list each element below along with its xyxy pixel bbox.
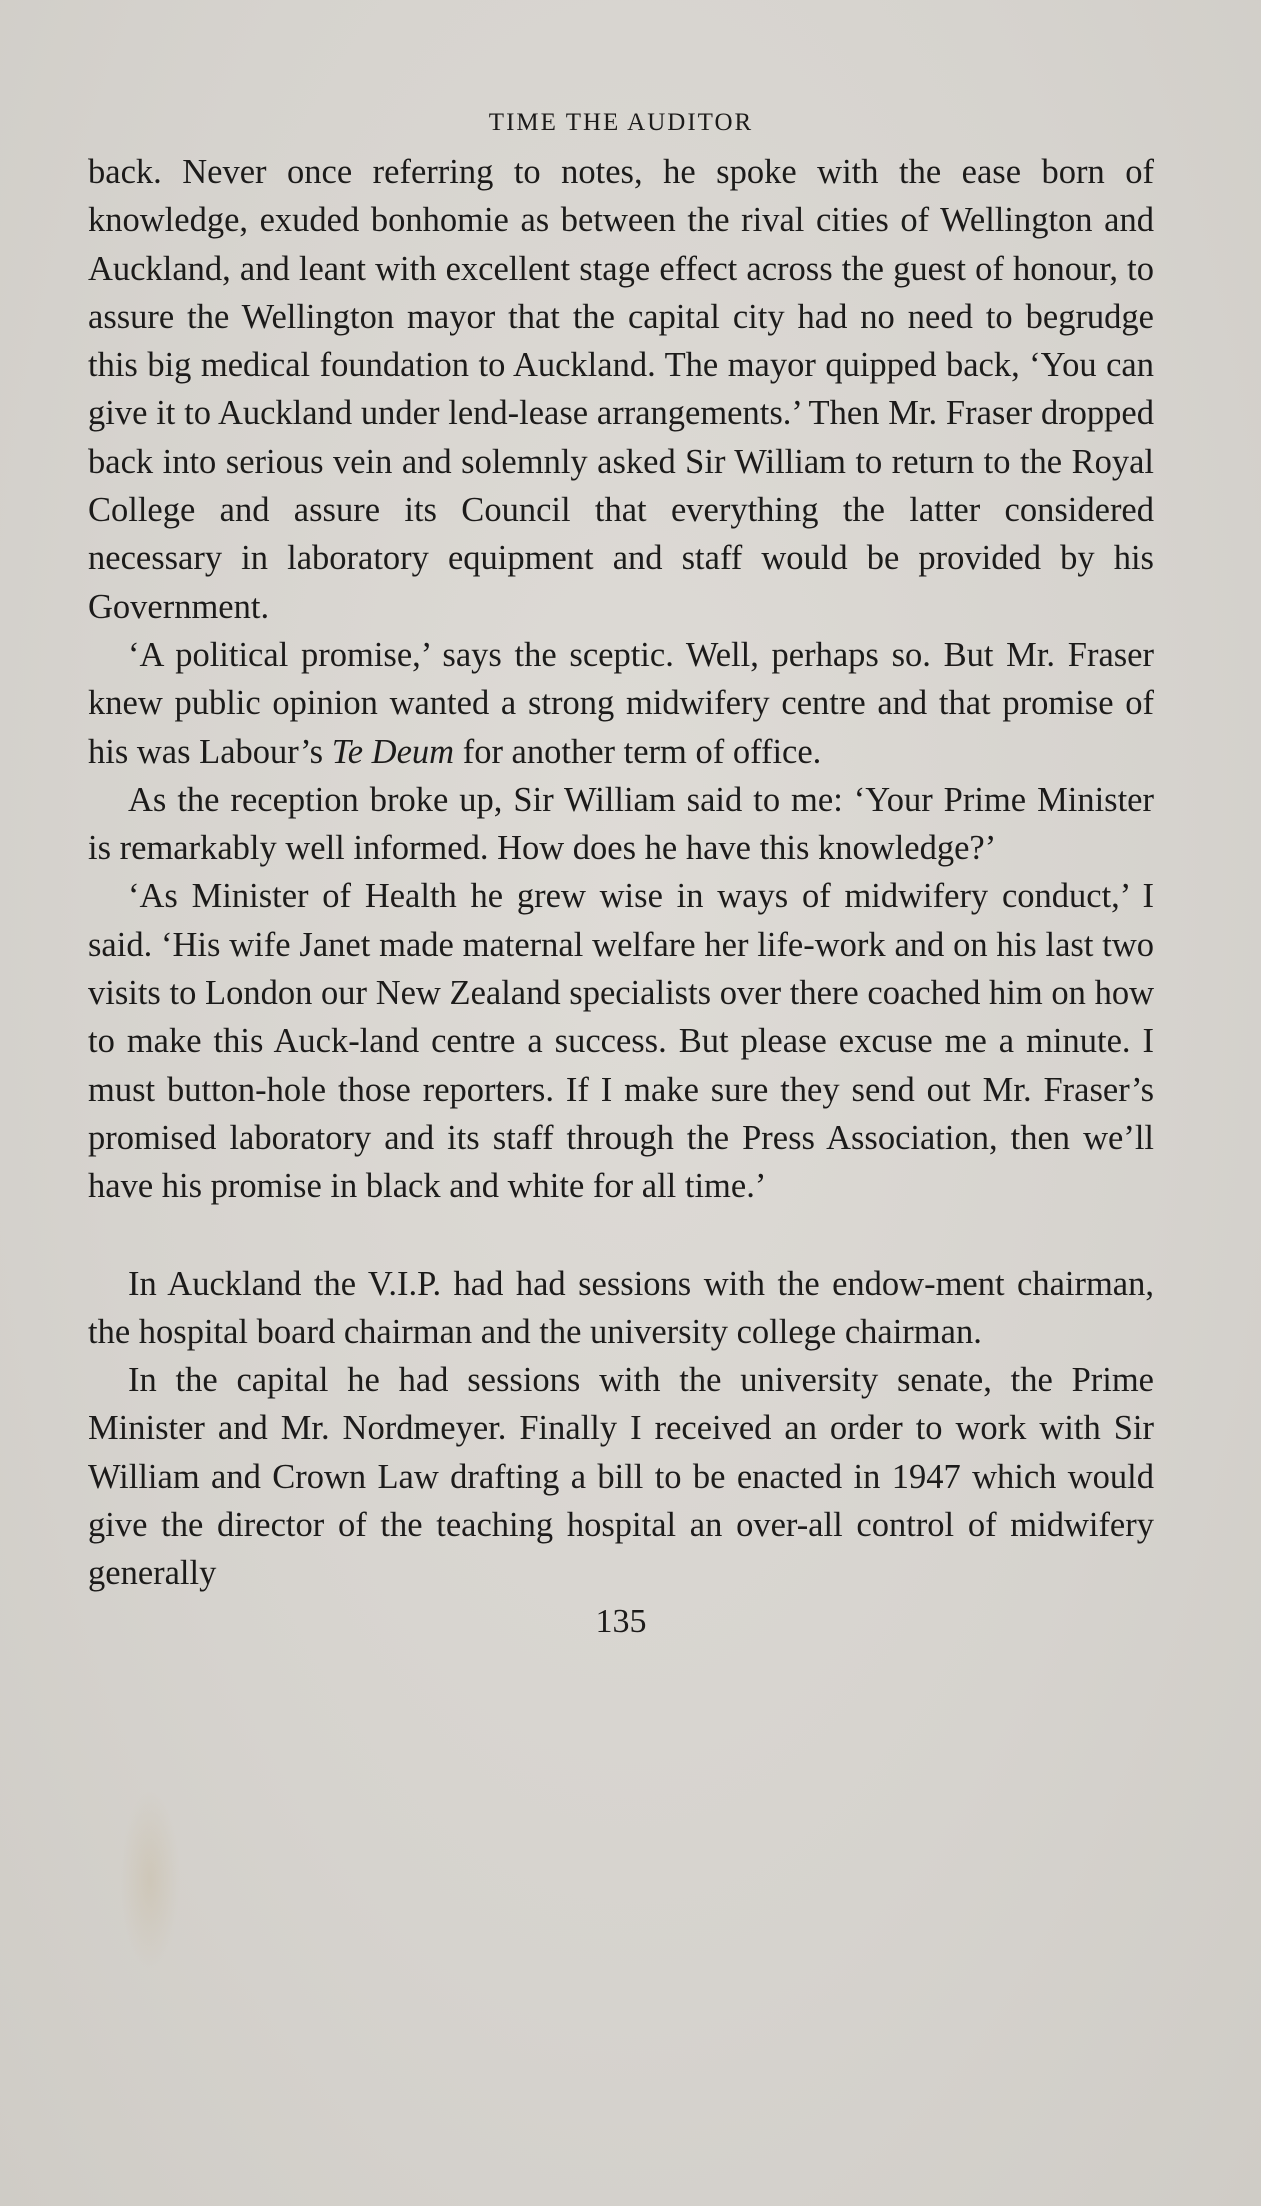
paragraph-2 (88, 631, 1154, 776)
book-page (88, 98, 1154, 1646)
page-number: 135 (595, 1602, 647, 1640)
paper-stain (120, 1790, 180, 1970)
body-text (88, 148, 1154, 1598)
paragraph-2-start: ‘A political promise,’ says the sceptic. Well, perhaps so. But Mr. Fraser knew public opinion wanted a strong midwifery centre and that promise of his was Labour’s (88, 635, 1154, 771)
paragraph-5: In Auckland the V.I.P. had had sessions with the endow-ment chairman, the hospital board chairman and the university college chairman. (88, 1264, 1154, 1351)
running-head: TIME THE AUDITOR (488, 109, 754, 136)
paragraph-3: As the reception broke up, Sir William said to me: ‘Your Prime Minister is remarkably well informed. How does he have this knowledge?’ (88, 780, 1154, 868)
paragraph-4: ‘As Minister of Health he grew wise in ways of midwifery conduct,’ I said. ‘His wife Janet made maternal welfare her life-work and on his last two visits to London our New Zealand specialists over there coached him on how to make this Auck-land centre a success. But please excuse me a minute. I must button-hole those reporters. If I make sure they send out Mr. Fraser’s promised laboratory and its staff through the Press Association, then we’ll have his promise in black and white for all time.’ (88, 877, 1154, 1206)
paragraph-1: back. Never once referring to notes, he spoke with the ease born of knowledge, exuded bonhomie as between the rival cities of Wellington and Auckland, and leant with excellent stage effect across the guest of honour, to assure the Wellington mayor that the capital city had no need to begrudge this big medical foundation to Auckland. The mayor quipped back, ‘You can give it to Auckland under lend-lease arrangements.’ Then Mr. Fraser dropped back into serious vein and solemnly asked Sir William to return to the Royal College and assure its Council that everything the latter considered necessary in laboratory equipment and staff would be provided by his Government. (88, 153, 1154, 626)
section-break (88, 1211, 1154, 1260)
paragraph-2-end: for another term of office. (462, 732, 822, 771)
te-deum-italic: Te Deum (331, 732, 455, 771)
paragraph-6: In the capital he had sessions with the university senate, the Prime Minister and Mr. Nordmeyer. Finally I received an order to work with Sir William and Crown Law drafting a bill to be enacted in 1947 which would give the director of the teaching hospital an over-all control of midwifery generally (88, 1361, 1154, 1593)
